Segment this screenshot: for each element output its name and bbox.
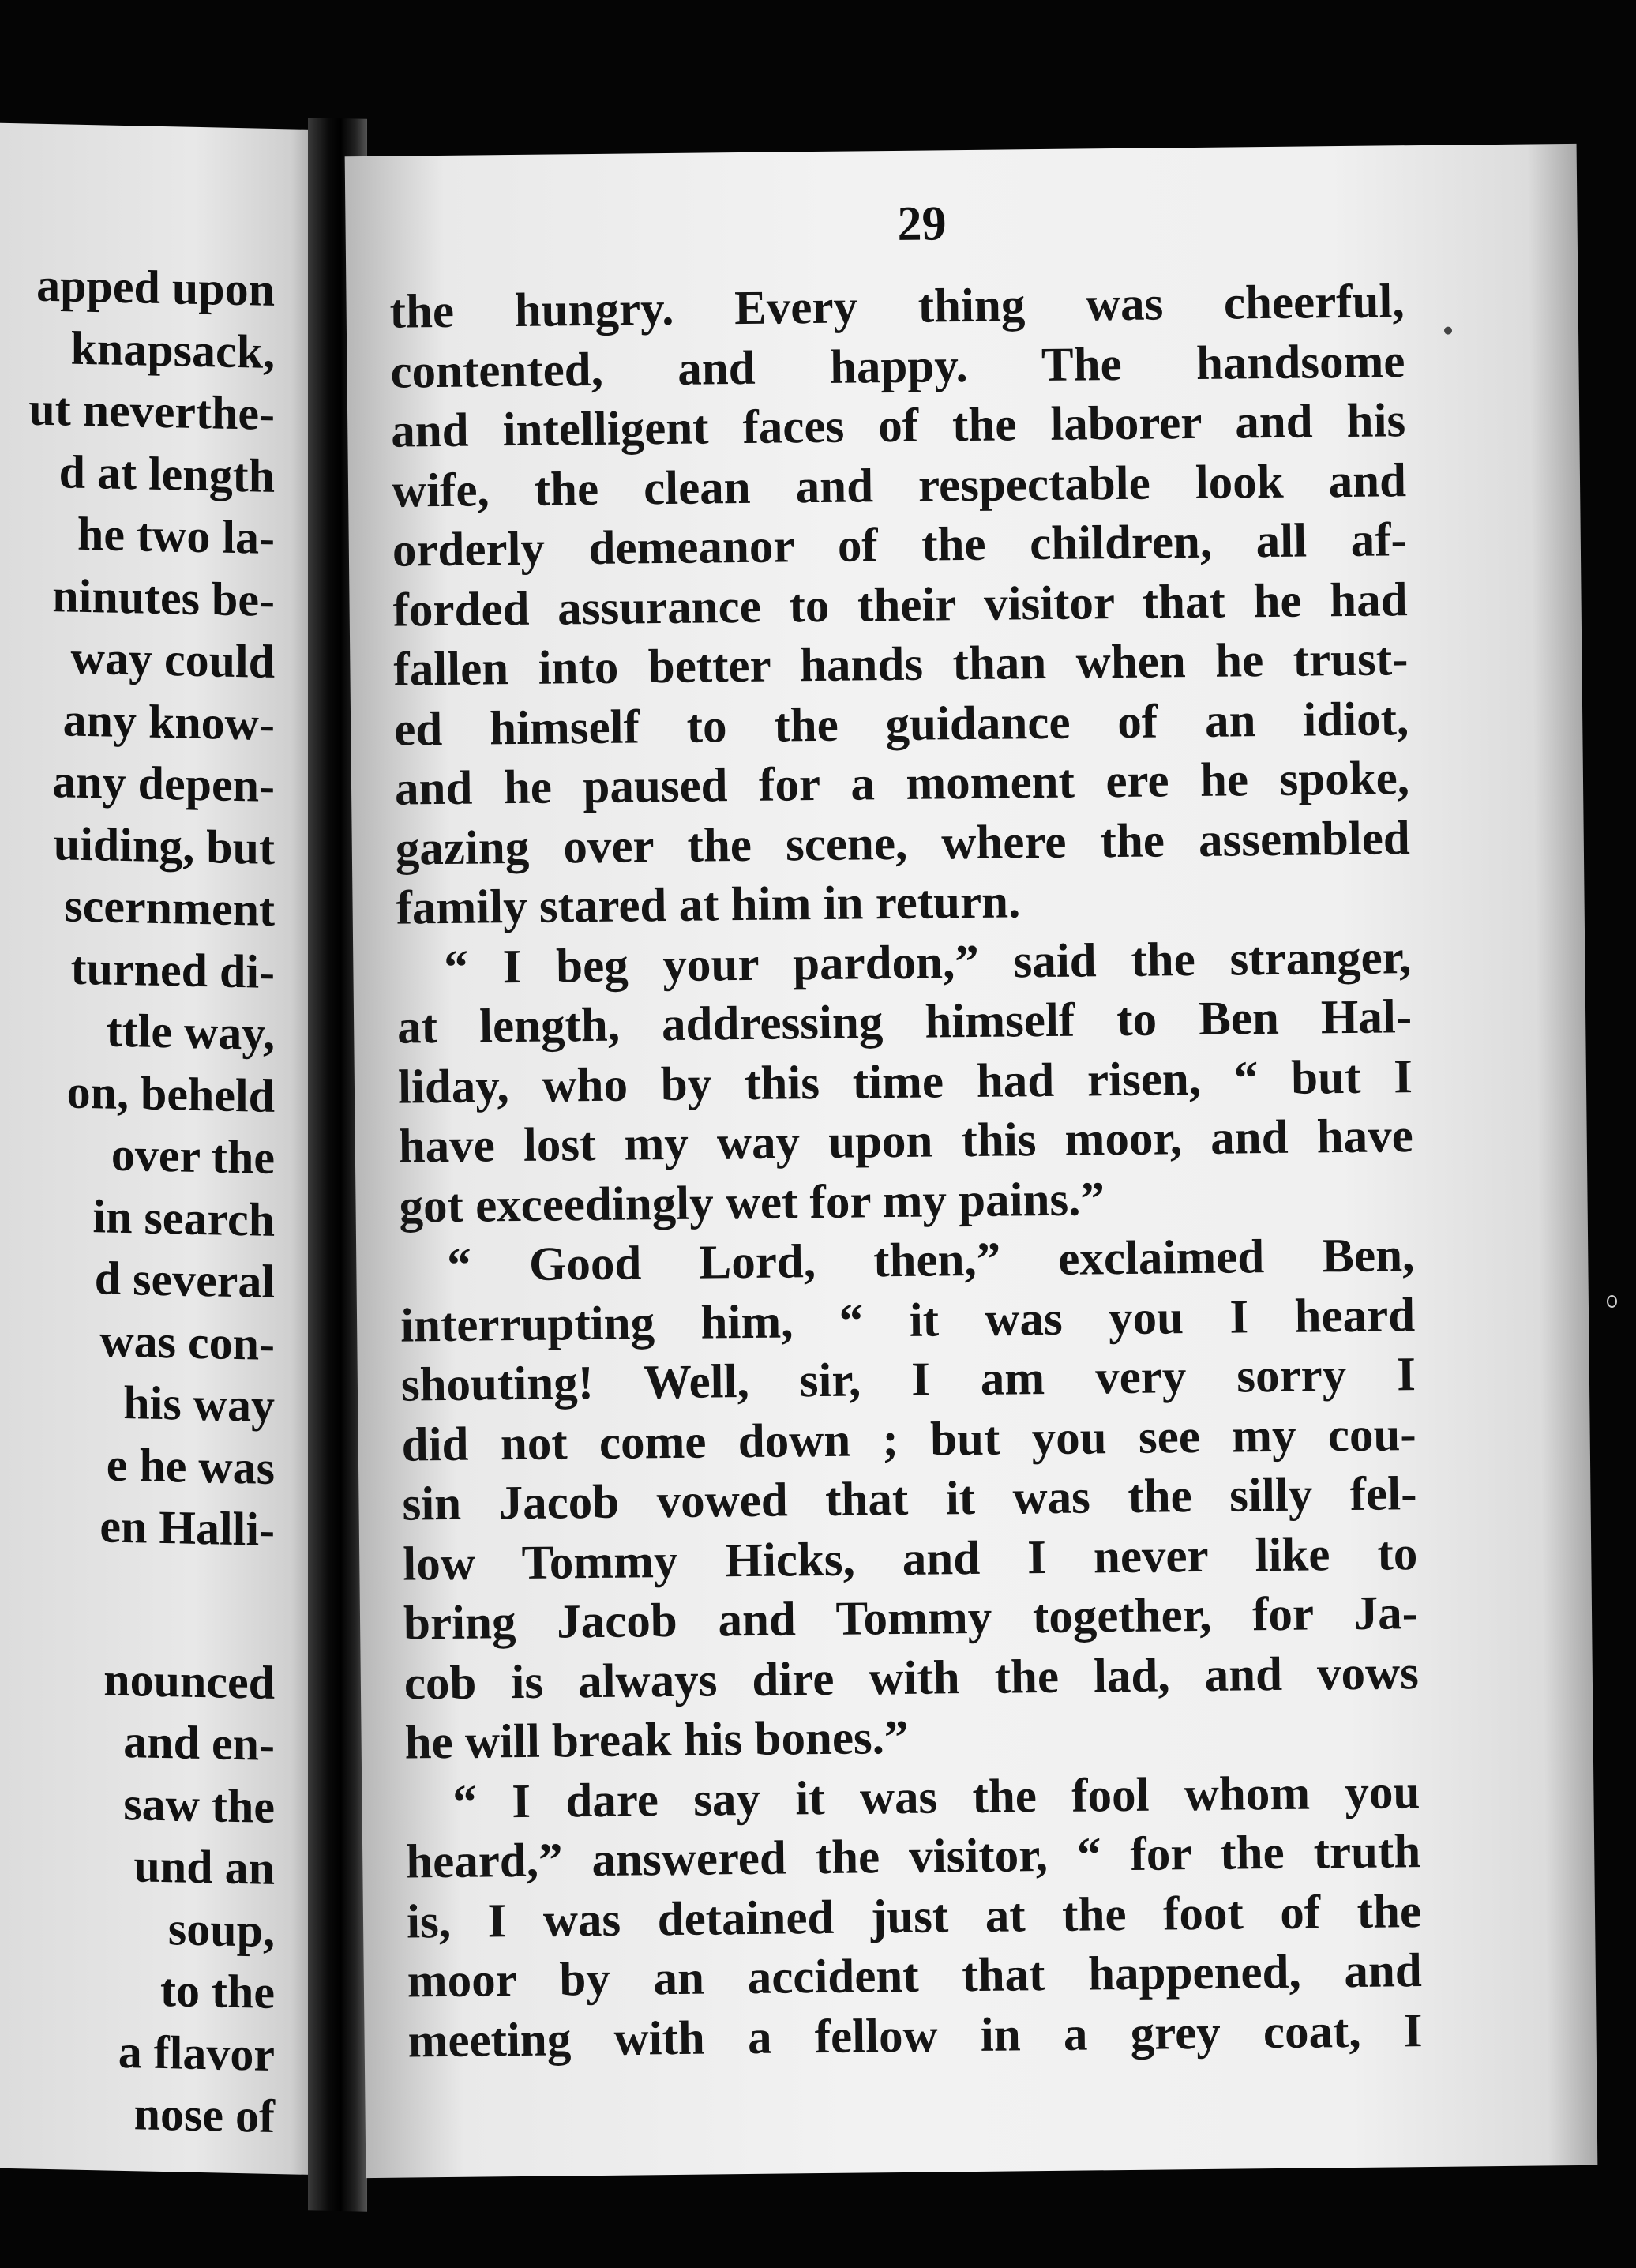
text-line: he will break his bones.” <box>404 1710 909 1770</box>
text-line: ed himself to the guidance of an idiot, <box>393 692 1409 757</box>
text-line: shouting! Well, sir, I am very sorry I <box>400 1348 1416 1412</box>
text-line: heard,” answered the visitor, “ for the truth <box>405 1825 1421 1889</box>
text-line: meeting with a fellow in a grey coat, I <box>407 2003 1423 2068</box>
left-line: ttle way, <box>106 1004 275 1060</box>
text-line: is, I was detained just at the foot of the <box>406 1884 1422 1949</box>
left-line: saw the <box>123 1777 275 1833</box>
left-gap <box>0 1555 324 1653</box>
previous-page-text <box>0 253 324 2149</box>
text-line: orderly demeanor of the children, all af- <box>392 513 1408 577</box>
text-line: “ Good Lord, then,” exclaimed Ben, <box>446 1229 1415 1292</box>
text-line: sin Jacob vowed that it was the silly fel- <box>402 1467 1417 1531</box>
left-line: knapsack, <box>70 321 275 378</box>
text-line: the hungry. Every thing was cheerful, <box>389 275 1405 339</box>
left-line: way could <box>70 631 275 688</box>
scan-artifact <box>1607 1295 1617 1308</box>
page-body-text <box>389 272 1423 2071</box>
left-line: on, beheld <box>66 1065 275 1122</box>
left-line: ninutes be- <box>52 569 275 626</box>
left-line: d at length <box>58 445 275 502</box>
left-line: soup, <box>167 1902 275 1957</box>
text-line: interrupting him, “ it was you I heard <box>400 1288 1416 1353</box>
left-line: a flavor <box>118 2025 275 2081</box>
text-line: family stared at him in return. <box>396 875 1021 935</box>
current-page <box>345 144 1598 2178</box>
left-line: nose of <box>133 2087 275 2142</box>
text-line: “ I beg your pardon,” said the stranger, <box>444 930 1412 994</box>
left-line: to the <box>160 1963 275 2018</box>
left-line: nounced <box>103 1652 275 1709</box>
text-line: fallen into better hands than when he trust- <box>393 633 1409 697</box>
text-line: gazing over the scene, where the assembled <box>395 811 1411 876</box>
text-line: contented, and happy. The handsome <box>390 334 1405 399</box>
page-number: 29 <box>897 197 947 251</box>
left-line: d several <box>94 1252 275 1308</box>
left-line: any depen- <box>52 755 275 812</box>
ink-speck <box>1444 327 1452 335</box>
left-line: en Halli- <box>99 1500 275 1556</box>
text-line: and intelligent faces of the laborer and his <box>390 394 1406 458</box>
left-line: uiding, but <box>53 817 275 874</box>
text-line: at length, addressing himself to Ben Hal- <box>396 990 1413 1054</box>
text-line: forded assurance to their visitor that he had <box>392 573 1408 637</box>
text-line: did not come down ; but you see my cou- <box>401 1407 1417 1472</box>
left-line: and en- <box>123 1714 275 1770</box>
text-line: have lost my way upon this moor, and have <box>398 1110 1414 1173</box>
left-line: turned di- <box>70 941 275 998</box>
left-line: e he was <box>106 1438 275 1494</box>
text-line: cob is always dire with the lad, and vows <box>403 1646 1420 1710</box>
left-line: scernment <box>64 879 275 936</box>
text-line: low Tommy Hicks, and I never like to <box>402 1526 1418 1591</box>
left-line: he two la- <box>77 507 275 564</box>
left-line: over the <box>111 1128 275 1184</box>
text-line: liday, who by this time had risen, “ but I <box>397 1050 1413 1114</box>
text-line: and he paused for a moment ere he spoke, <box>394 752 1410 816</box>
left-line: in search <box>92 1189 275 1246</box>
text-line: wife, the clean and respectable look and <box>391 453 1407 518</box>
left-line: ut neverthe- <box>28 382 275 440</box>
left-line: apped upon <box>36 258 275 316</box>
left-line: any know- <box>62 693 275 750</box>
text-line: bring Jacob and Tommy together, for Ja- <box>403 1586 1419 1650</box>
text-line: moor by an accident that happened, and <box>407 1944 1423 2008</box>
left-line: was con- <box>99 1313 275 1370</box>
previous-page-fragment <box>0 123 324 2176</box>
left-line: und an <box>133 1839 275 1894</box>
text-line: got exceedingly wet for my pains.” <box>399 1172 1105 1234</box>
text-line: “ I dare say it was the fool whom you <box>452 1765 1420 1829</box>
left-line: his way <box>123 1376 275 1432</box>
